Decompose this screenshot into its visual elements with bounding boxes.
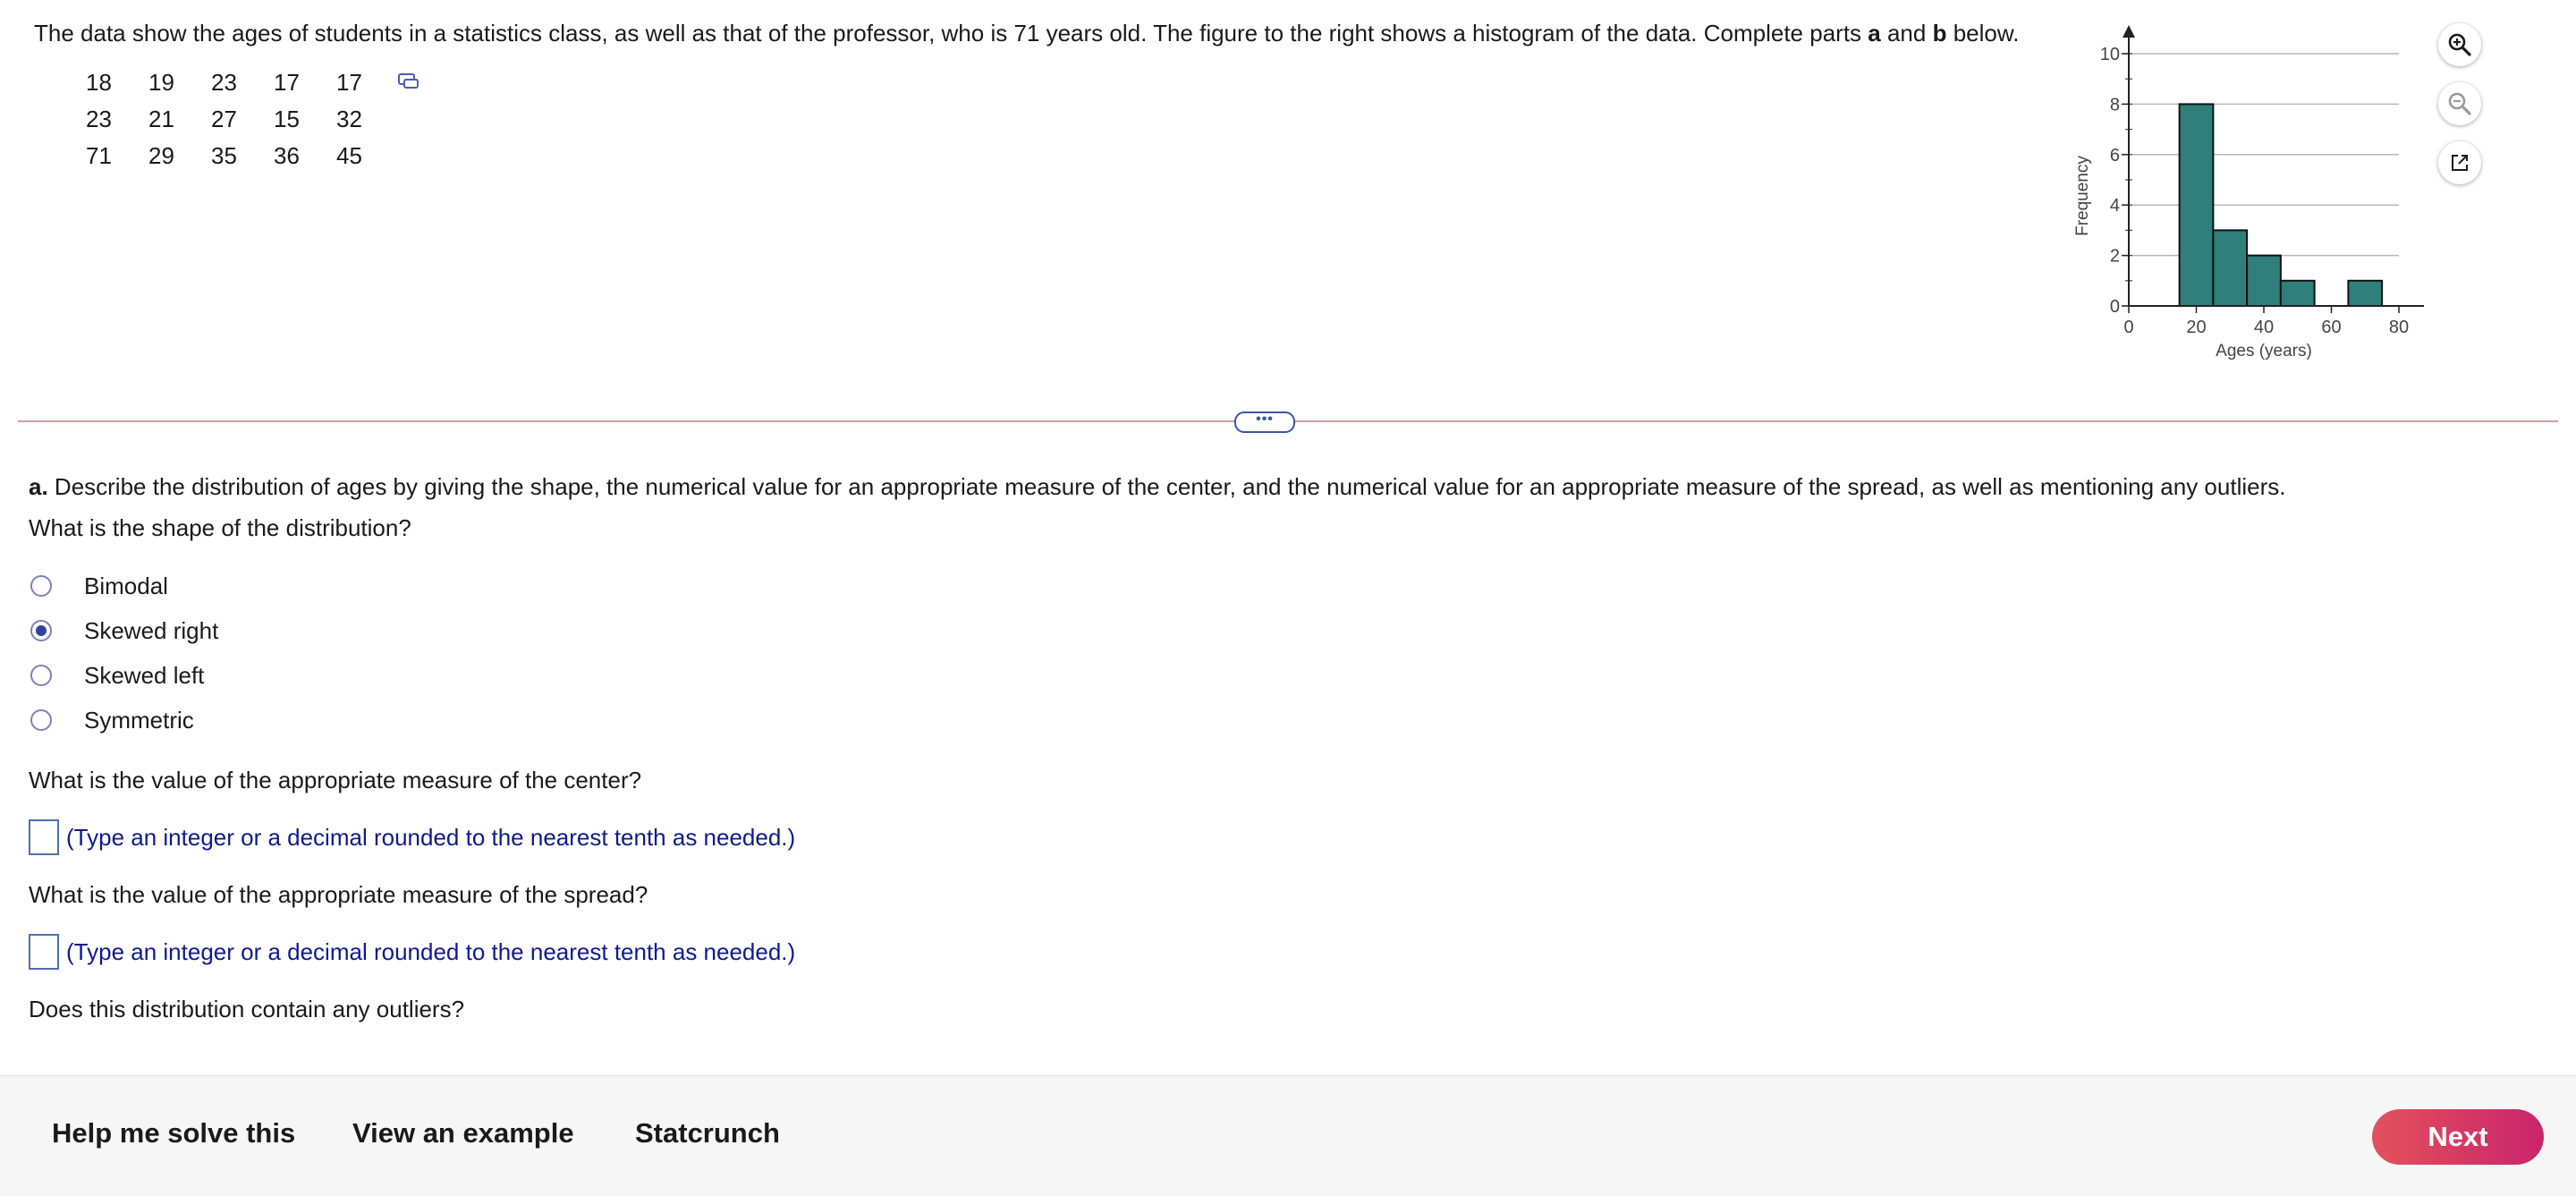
table-cell: 27 [211, 106, 237, 132]
table-cell: 71 [86, 142, 112, 169]
popout-icon [2446, 149, 2473, 176]
y-tick-label: 6 [2109, 145, 2120, 165]
next-button[interactable]: Next [2372, 1109, 2544, 1165]
option-skewed-left[interactable] [30, 660, 204, 691]
table-cell: 29 [148, 142, 174, 169]
histogram-bar [2213, 230, 2247, 306]
view-example-button[interactable]: View an example [352, 1117, 574, 1149]
table-cell: 18 [86, 69, 112, 96]
table-cell: 17 [274, 69, 300, 96]
table-cell: 17 [336, 69, 362, 96]
x-tick-label: 80 [2388, 318, 2410, 337]
help-me-solve-button[interactable]: Help me solve this [52, 1117, 296, 1149]
table-cell: 21 [148, 106, 174, 132]
radio-bimodal[interactable] [30, 575, 52, 597]
problem-text-3: below. [1946, 20, 2020, 47]
x-tick-label: 60 [2321, 318, 2342, 337]
y-tick-label: 2 [2109, 246, 2120, 267]
x-tick-label: 40 [2253, 318, 2275, 337]
option-label: Symmetric [84, 706, 194, 734]
option-bimodal[interactable] [30, 571, 168, 601]
spread-hint: (Type an integer or a decimal rounded to the nearest tenth as needed.) [66, 937, 796, 965]
table-cell: 23 [211, 69, 237, 96]
shape-question: What is the shape of the distribution? [29, 514, 411, 541]
age-histogram [2057, 20, 2410, 369]
spread-question: What is the value of the appropriate measure of the spread? [29, 881, 648, 908]
problem-text-2: and [1880, 20, 1933, 47]
center-answer-row [29, 818, 795, 857]
spread-answer-row [29, 932, 795, 971]
table-row [86, 101, 399, 138]
table-cell: 19 [148, 69, 174, 96]
expand-button[interactable]: ••• [1234, 411, 1295, 433]
spread-answer-input[interactable] [29, 934, 59, 970]
table-cell: 32 [336, 106, 362, 132]
y-axis-arrow [2123, 25, 2135, 38]
zoom-in-icon [2446, 31, 2473, 58]
y-tick-label: 8 [2109, 95, 2120, 115]
zoom-in-button[interactable] [2438, 23, 2481, 66]
problem-statement [34, 18, 2038, 48]
problem-text-b: b [1932, 20, 1947, 47]
table-row [86, 64, 399, 101]
option-label: Skewed right [84, 616, 219, 644]
part-a-text: Describe the distribution of ages by giving the shape, the numerical value for an appropriate measure of the center, and the numerical value for an appropriate measure of the spread, as well as mentioning any outliers. [47, 473, 2286, 500]
zoom-out-icon [2446, 90, 2473, 117]
popout-button[interactable] [2438, 141, 2481, 184]
table-cell: 45 [336, 142, 362, 169]
center-hint: (Type an integer or a decimal rounded to the nearest tenth as needed.) [66, 823, 796, 851]
histogram-bar [2247, 256, 2281, 306]
option-label: Skewed left [84, 661, 205, 689]
y-tick-label: 10 [2099, 45, 2120, 64]
x-tick-label: 20 [2186, 318, 2207, 337]
problem-text-a: a [1868, 20, 1881, 47]
y-tick-label: 0 [2109, 297, 2120, 317]
option-label: Bimodal [84, 572, 168, 599]
part-a-label: a. [29, 473, 48, 500]
footer-bar [0, 1075, 2576, 1196]
zoom-out-button[interactable] [2438, 82, 2481, 125]
part-a-instructions [29, 472, 2444, 501]
outlier-question: Does this distribution contain any outliers? [29, 996, 465, 1022]
histogram-bar [2180, 104, 2214, 306]
y-tick-label: 4 [2109, 196, 2120, 216]
option-symmetric[interactable] [30, 705, 194, 735]
table-cell: 23 [86, 106, 112, 132]
radio-skewed-left[interactable] [30, 665, 52, 686]
x-axis-label: Ages (years) [2216, 342, 2312, 360]
histogram-bar [2348, 281, 2382, 306]
table-cell: 35 [211, 142, 237, 169]
y-axis-label: Frequency [2073, 156, 2092, 236]
center-question: What is the value of the appropriate measure of the center? [29, 767, 642, 793]
copy-data-icon[interactable] [397, 72, 420, 91]
table-cell: 15 [274, 106, 300, 132]
option-skewed-right[interactable] [30, 615, 218, 646]
histogram-bar [2281, 281, 2315, 306]
radio-symmetric[interactable] [30, 709, 52, 731]
problem-text-1: The data show the ages of students in a statistics class, as well as that of the professor, who is 71 years old. The figure to the right shows a histogram of the data. Complete parts [34, 20, 1868, 47]
table-row [86, 138, 399, 174]
table-cell: 36 [274, 142, 300, 169]
ages-data-table [86, 64, 399, 174]
radio-skewed-right[interactable] [30, 620, 52, 641]
x-tick-label: 0 [2123, 318, 2134, 337]
center-answer-input[interactable] [29, 819, 59, 855]
statcrunch-button[interactable]: Statcrunch [635, 1117, 780, 1149]
